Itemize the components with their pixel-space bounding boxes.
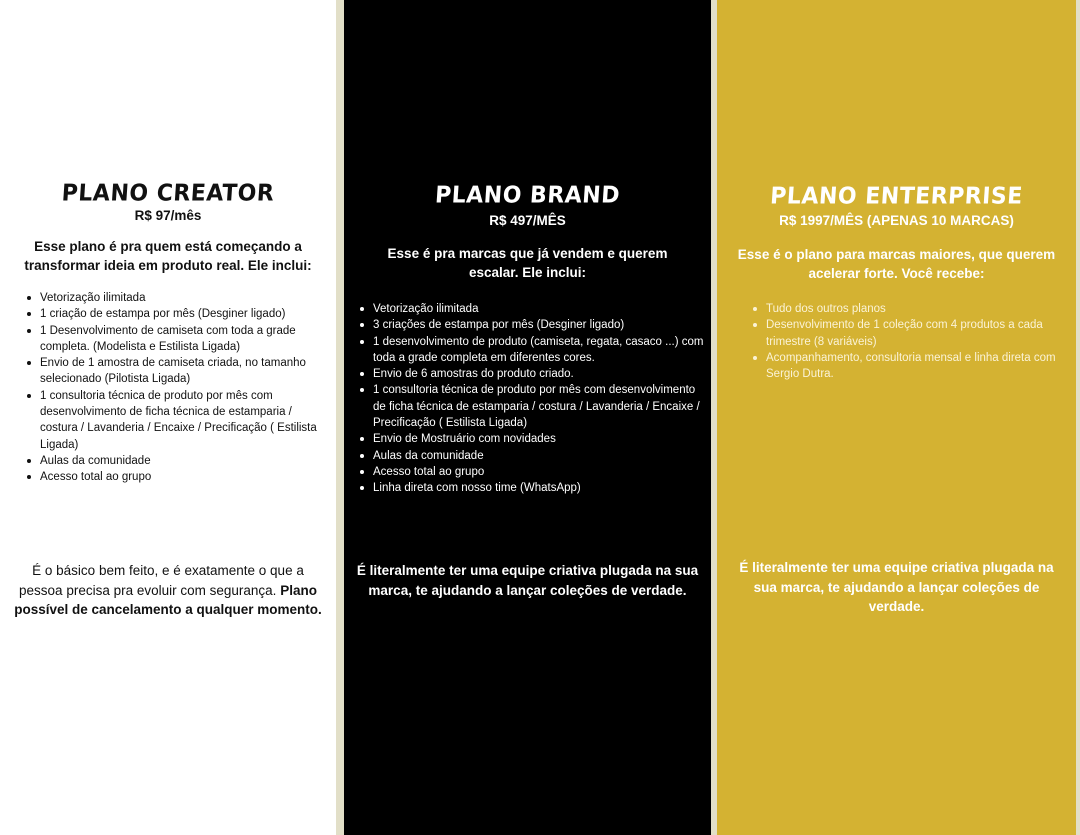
feature-item: 1 consultoria técnica de produto por mês com desenvolvimento de ficha técnica de estamparia / costura / Lavanderia / Encaixe / Precificação ( Estilista Ligada)	[26, 388, 322, 453]
plan-title: PLANO BRAND	[434, 182, 621, 209]
plan-intro: Esse plano é pra quem está começando a transformar ideia em produto real. Ele inclui:	[24, 239, 312, 273]
plan-footer-text: É o básico bem feito, e é exatamente o que a pessoa precisa pra evoluir com segurança.	[19, 563, 304, 598]
column-separator	[1076, 0, 1080, 835]
feature-item: Acompanhamento, consultoria mensal e linha direta com Sergio Dutra.	[752, 350, 1060, 383]
plan-card-creator	[0, 0, 336, 835]
feature-item: Envio de 6 amostras do produto criado.	[359, 366, 705, 382]
plan-footer: É literalmente ter uma equipe criativa plugada na sua marca, te ajudando a lançar coleções de verdade.	[739, 560, 1054, 614]
feature-item: 1 desenvolvimento de produto (camiseta, regata, casaco ...) com toda a grade completa em diferentes cores.	[359, 334, 705, 367]
feature-list	[26, 290, 322, 486]
plan-title: PLANO CREATOR	[60, 180, 276, 207]
feature-item: Envio de Mostruário com novidades	[359, 431, 705, 447]
plan-title: PLANO ENTERPRISE	[769, 183, 1024, 210]
feature-item: Vetorização ilimitada	[26, 290, 322, 306]
plan-intro: Esse é pra marcas que já vendem e querem escalar. Ele inclui:	[387, 246, 668, 280]
feature-item: Linha direta com nosso time (WhatsApp)	[359, 480, 705, 496]
plan-intro: Esse é o plano para marcas maiores, que querem acelerar forte. Você recebe:	[737, 247, 1056, 281]
feature-item: Aulas da comunidade	[26, 453, 322, 469]
feature-item: Tudo dos outros planos	[752, 301, 1060, 317]
feature-item: Vetorização ilimitada	[359, 301, 705, 317]
feature-item: 3 criações de estampa por mês (Desginer ligado)	[359, 317, 705, 333]
feature-item: Aulas da comunidade	[359, 448, 705, 464]
plan-footer: É literalmente ter uma equipe criativa plugada na sua marca, te ajudando a lançar coleções de verdade.	[356, 563, 699, 598]
column-separator	[336, 0, 344, 835]
plan-price: R$ 97/mês	[134, 208, 202, 223]
plan-card-brand	[344, 0, 711, 835]
cancellation-note: Plano possível de cancelamento a qualquer momento.	[14, 582, 322, 617]
feature-item: Acesso total ao grupo	[26, 469, 322, 485]
plan-price: R$ 1997/MÊS (APENAS 10 MARCAS)	[779, 213, 1014, 228]
plan-price: R$ 497/MÊS	[489, 213, 566, 228]
plan-card-enterprise	[717, 0, 1076, 835]
plan-footer	[10, 561, 326, 620]
feature-item: Desenvolvimento de 1 coleção com 4 produtos a cada trimestre (8 variáveis)	[752, 317, 1060, 350]
feature-item: 1 Desenvolvimento de camiseta com toda a grade completa. (Modelista e Estilista Ligada)	[26, 323, 322, 356]
feature-list	[359, 301, 705, 497]
feature-item: 1 consultoria técnica de produto por mês com desenvolvimento de ficha técnica de estamparia / costura / Lavanderia / Encaixe / Precificação ( Estilista Ligada)	[359, 382, 705, 431]
feature-item: Envio de 1 amostra de camiseta criada, no tamanho selecionado (Pilotista Ligada)	[26, 355, 322, 388]
feature-item: 1 criação de estampa por mês (Desginer ligado)	[26, 306, 322, 322]
feature-list	[752, 301, 1060, 382]
feature-item: Acesso total ao grupo	[359, 464, 705, 480]
